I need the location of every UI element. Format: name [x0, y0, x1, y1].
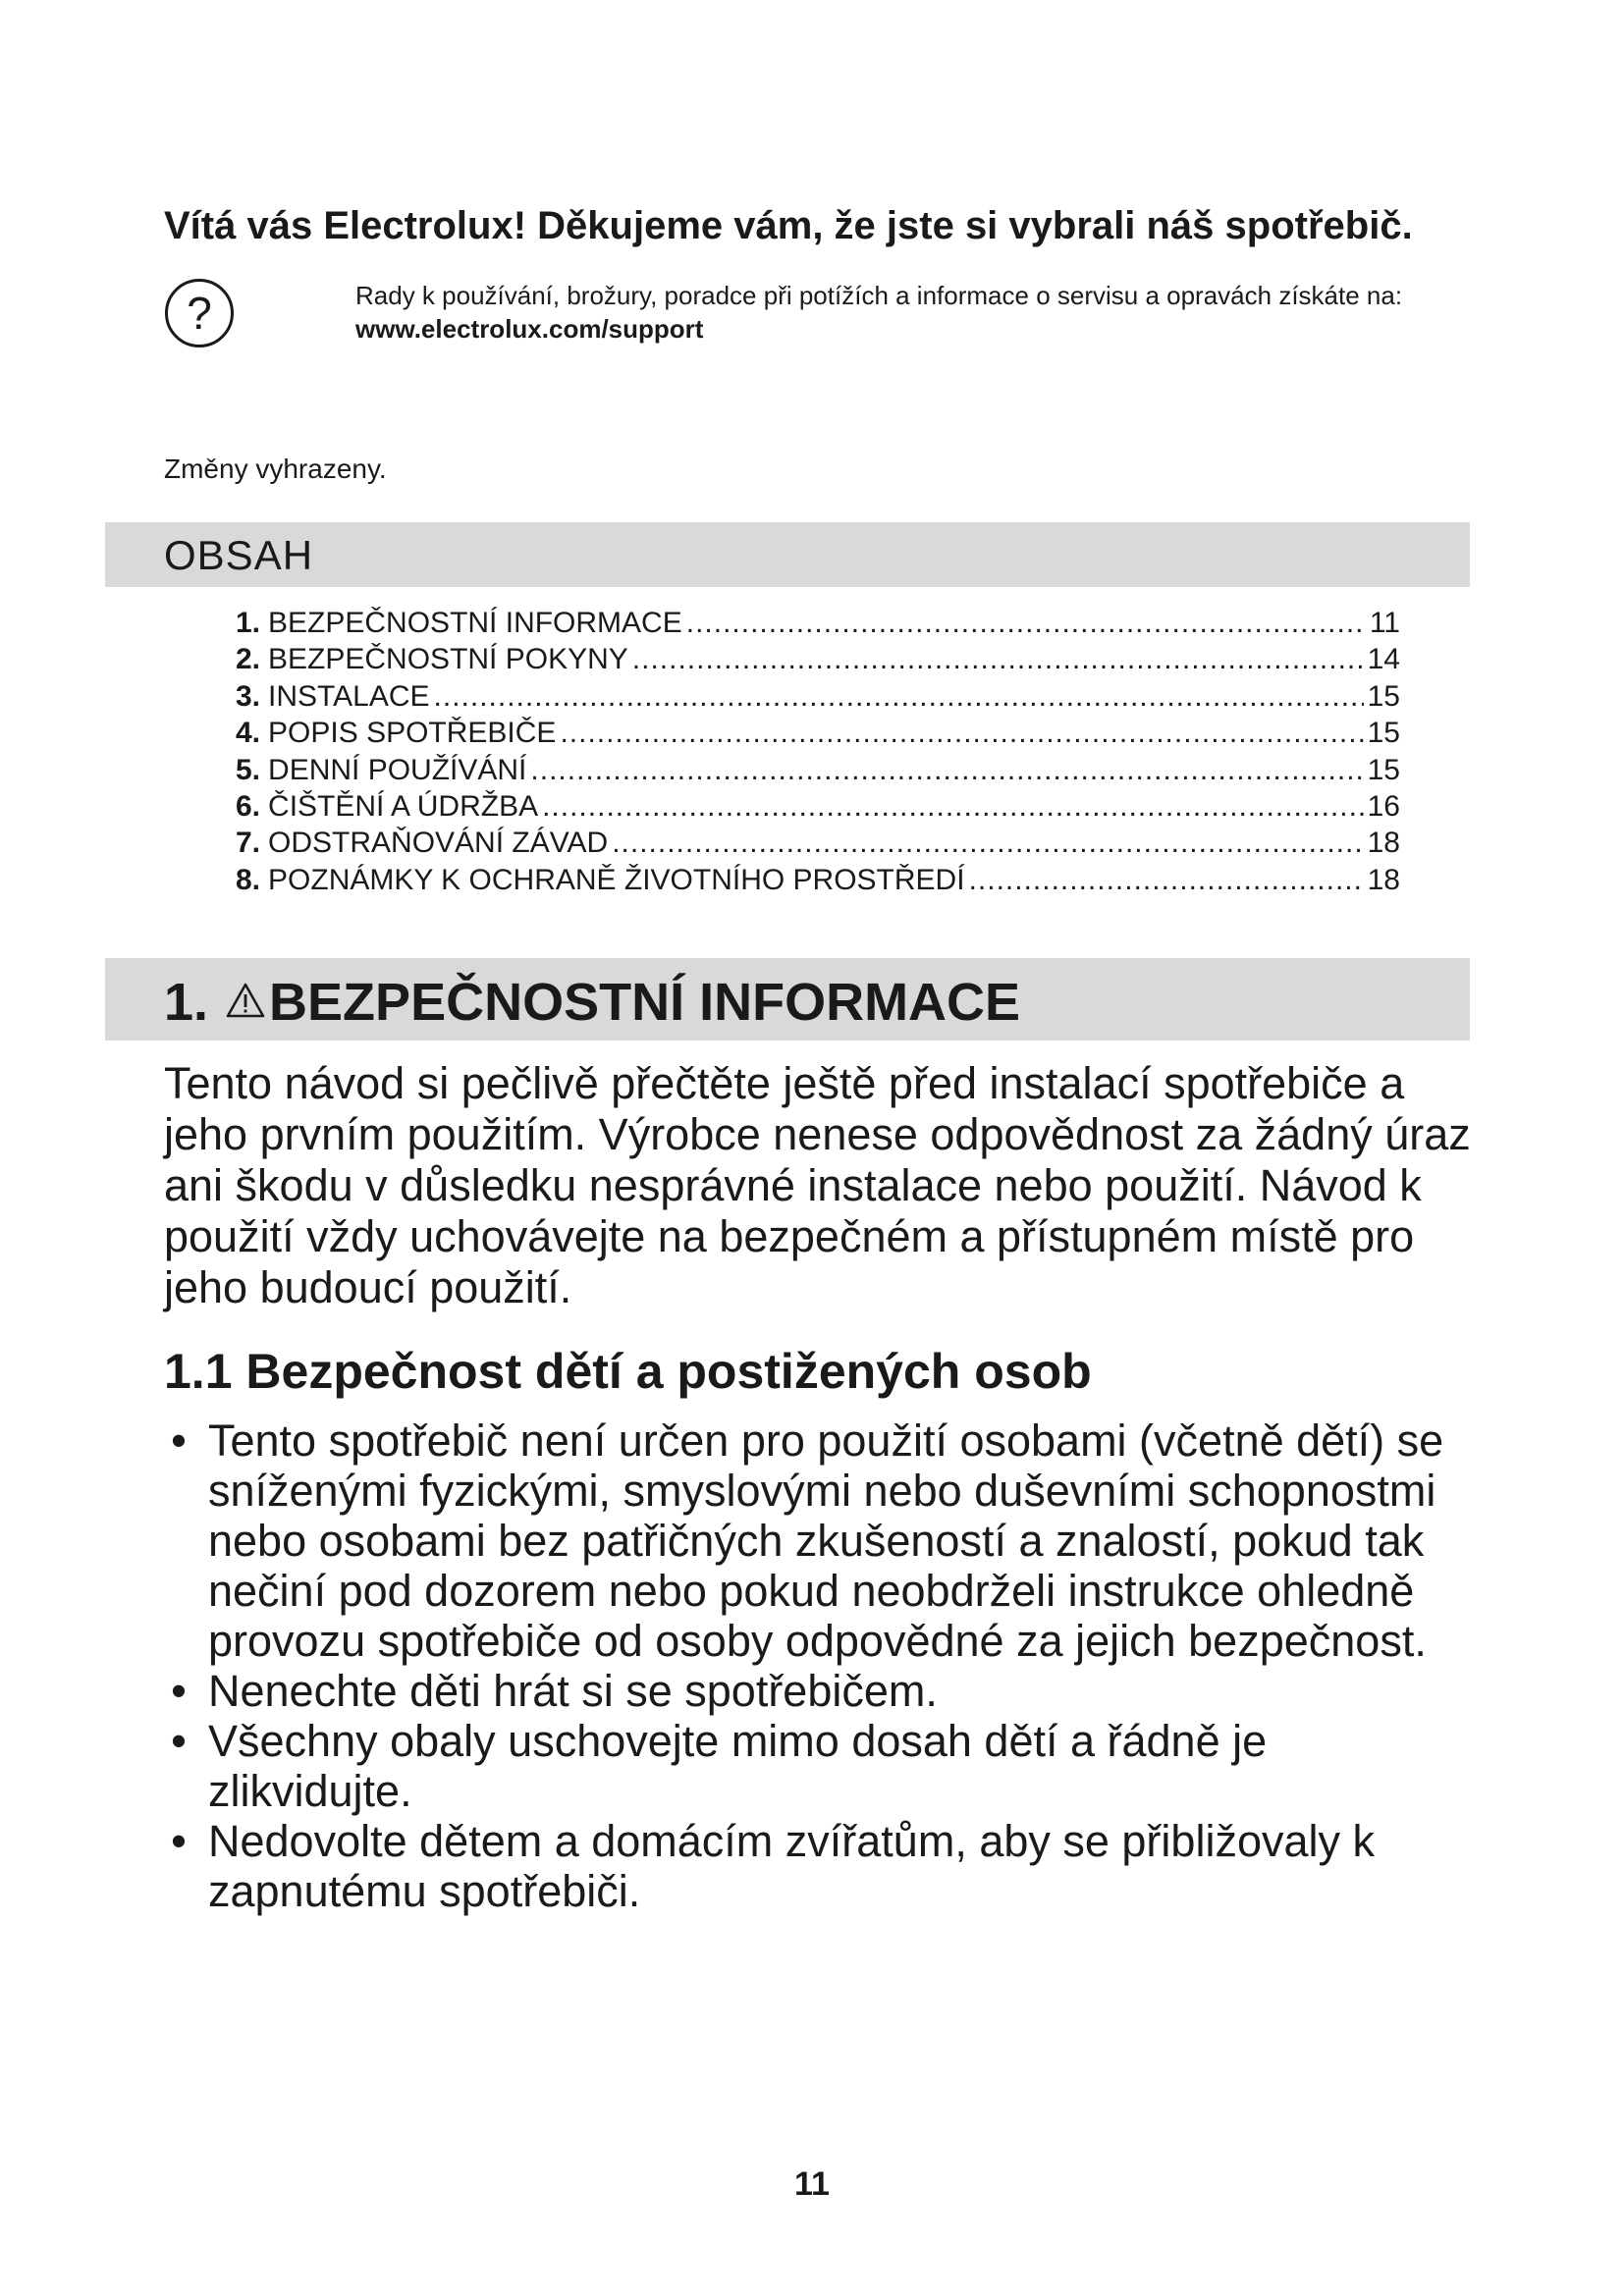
toc-item-page: 14 — [1367, 643, 1400, 676]
intro-paragraph: Tento návod si pečlivě přečtěte ještě před instalací spotřebiče a jeho prvním použitím. Výrobce nenese odpovědnost za žádný úraz ani škodu v důsledku nesprávné instalace nebo použití. Návod k použití vždy uchovávejte na bezpečném a přístupném místě pro jeho budoucí použití. — [164, 1058, 1471, 1312]
toc-leader-dots — [632, 641, 1364, 677]
section-title — [164, 972, 1020, 1033]
toc-item-label: ODSTRAŇOVÁNÍ ZÁVAD — [268, 827, 609, 860]
list-item — [164, 1415, 1480, 1666]
toc-item-number: 7. — [236, 827, 261, 860]
section-number: 1. — [164, 973, 209, 1032]
bullet-marker: • — [171, 1716, 187, 1766]
subsection-title: 1.1 Bezpečnost dětí a postižených osob — [164, 1344, 1092, 1399]
toc-leader-dots — [530, 752, 1363, 788]
toc-item[interactable] — [236, 678, 1400, 715]
toc-item-page: 15 — [1367, 679, 1400, 713]
toc-leader-dots — [612, 825, 1363, 861]
toc-item[interactable] — [236, 641, 1400, 677]
page-number: 11 — [794, 2165, 830, 2203]
bullet-marker: • — [171, 1816, 187, 1866]
table-of-contents — [236, 605, 1400, 898]
toc-item-number: 3. — [236, 679, 261, 713]
changes-reserved-note: Změny vyhrazeny. — [164, 454, 387, 484]
help-text: Rady k používání, brožury, poradce při potížích a informace o servisu a opravách získáte na: — [355, 281, 1403, 310]
toc-item-page: 16 — [1367, 789, 1400, 823]
bullet-text: Všechny obaly uschovejte mimo dosah dětí a řádně je zlikvidujte. — [208, 1716, 1268, 1816]
toc-item-page: 18 — [1367, 863, 1400, 896]
safety-bullet-list — [164, 1415, 1480, 1916]
bullet-text: Nedovolte dětem a domácím zvířatům, aby se přibližovaly k zapnutému spotřebiči. — [208, 1816, 1375, 1916]
list-item — [164, 1716, 1480, 1816]
bullet-text: Tento spotřebič není určen pro použití osobami (včetně dětí) se sníženými fyzickými, smyslovými nebo duševními schopnostmi nebo osobami bez patřičných zkušeností a znalostí, pokud tak nečiní pod dozorem nebo pokud neobdrželi instrukce ohledně provozu spotřebiče od osoby odpovědné za jejich bezpečnost. — [208, 1415, 1444, 1666]
bullet-marker: • — [171, 1415, 187, 1466]
bullet-marker: • — [171, 1666, 187, 1716]
help-info — [355, 279, 1445, 346]
toc-item-number: 4. — [236, 717, 261, 750]
toc-item-number: 8. — [236, 863, 261, 896]
welcome-heading: Vítá vás Electrolux! Děkujeme vám, že jste si vybrali náš spotřebič. — [164, 204, 1413, 247]
toc-leader-dots — [969, 862, 1364, 898]
toc-item-page: 11 — [1369, 607, 1400, 639]
toc-item[interactable] — [236, 862, 1400, 898]
toc-leader-dots — [560, 715, 1363, 751]
bullet-text: Nenechte děti hrát si se spotřebičem. — [208, 1666, 938, 1716]
section-title-text: BEZPEČNOSTNÍ INFORMACE — [269, 973, 1021, 1032]
toc-item-label: DENNÍ POUŽÍVÁNÍ — [268, 753, 527, 786]
toc-item[interactable] — [236, 605, 1400, 641]
toc-item-label: ČIŠTĚNÍ A ÚDRŽBA — [268, 789, 539, 823]
toc-item-label: BEZPEČNOSTNÍ POKYNY — [268, 643, 628, 676]
question-circle-icon: ? — [165, 279, 234, 347]
toc-item-page: 18 — [1367, 827, 1400, 860]
list-item — [164, 1666, 1480, 1716]
warning-triangle-icon — [226, 982, 265, 1019]
toc-item-label: INSTALACE — [268, 679, 430, 713]
toc-item-page: 15 — [1367, 753, 1400, 786]
toc-title: OBSAH — [164, 532, 314, 578]
toc-leader-dots — [686, 605, 1366, 641]
support-link[interactable]: www.electrolux.com/support — [355, 314, 704, 344]
toc-item-label: POPIS SPOTŘEBIČE — [268, 717, 557, 750]
toc-leader-dots — [434, 678, 1364, 715]
list-item — [164, 1816, 1480, 1916]
toc-item-number: 6. — [236, 789, 261, 823]
toc-item[interactable] — [236, 788, 1400, 825]
toc-item[interactable] — [236, 715, 1400, 751]
toc-item-number: 2. — [236, 643, 261, 676]
toc-item-number: 1. — [236, 607, 261, 639]
toc-item-number: 5. — [236, 753, 261, 786]
toc-leader-dots — [542, 788, 1364, 825]
toc-item-label: POZNÁMKY K OCHRANĚ ŽIVOTNÍHO PROSTŘEDÍ — [268, 863, 965, 896]
toc-item[interactable] — [236, 752, 1400, 788]
toc-item-page: 15 — [1367, 717, 1400, 750]
toc-item-label: BEZPEČNOSTNÍ INFORMACE — [268, 607, 682, 639]
toc-item[interactable] — [236, 825, 1400, 861]
